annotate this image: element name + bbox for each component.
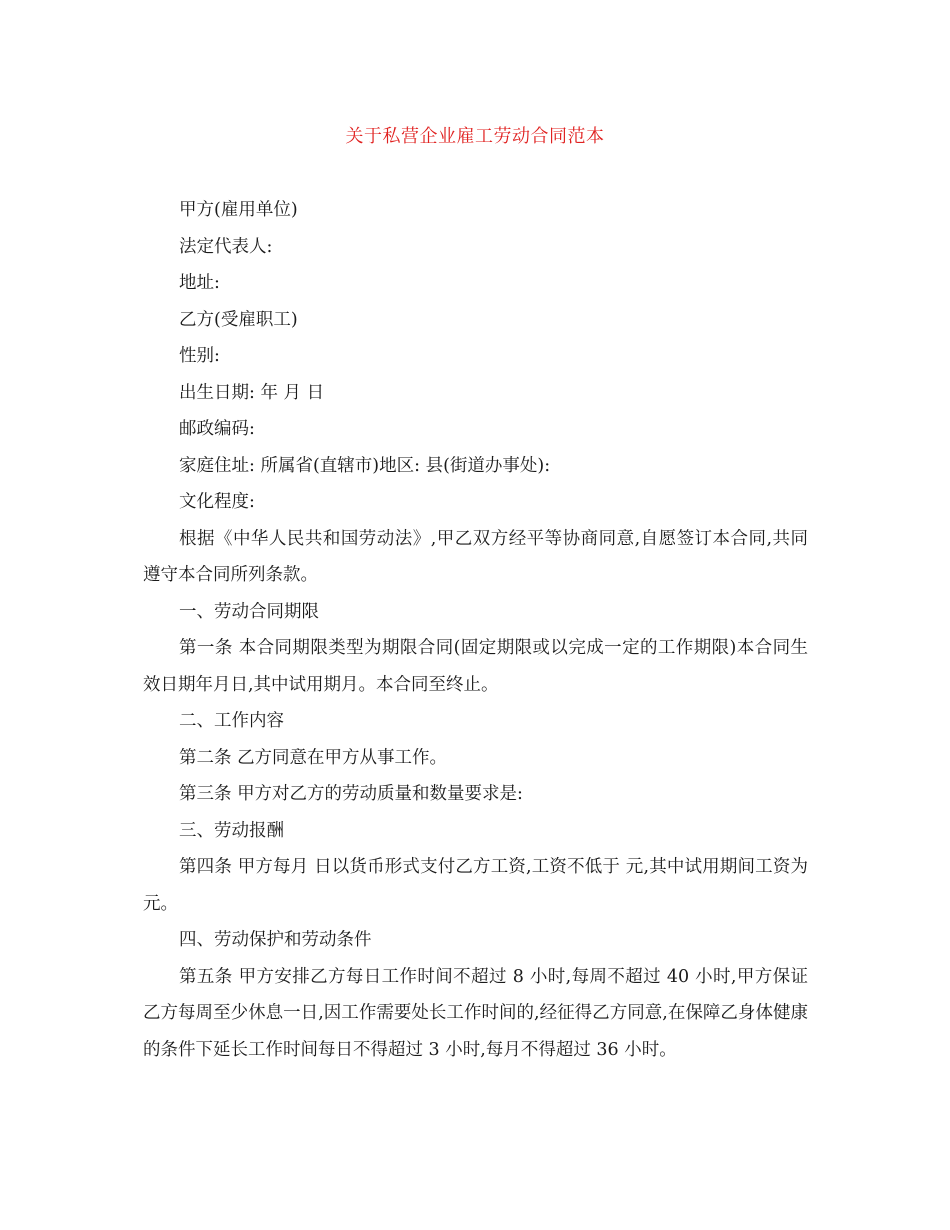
party-b-label: 乙方(受雇职工) — [179, 309, 298, 330]
gender-field: 性别: — [179, 346, 220, 366]
article-5: 第五条 甲方安排乙方每日工作时间不超过 8 小时,每周不超过 40 小时,甲方保证乙方每周至少休息一日,因工作需要处长工作时间的,经征得乙方同意,在保障乙身体健康的条件下延长工作时间每日不得超过 3 小时,每月不得超过 36 小时。 — [143, 966, 808, 1060]
article-1: 第一条 本合同期限类型为期限合同(固定期限或以完成一定的工作期限)本合同生效日期年月日,其中试用期月。本合同至终止。 — [143, 638, 808, 695]
birth-date-field: 出生日期: 年 月 日 — [179, 382, 325, 403]
section-heading-work: 二、工作内容 — [179, 711, 284, 731]
article-2: 第二条 乙方同意在甲方从事工作。 — [179, 747, 448, 768]
party-a-label: 甲方(雇用单位) — [179, 200, 298, 220]
document-body — [143, 192, 808, 1068]
education-field: 文化程度: — [179, 492, 255, 512]
section-heading-term: 一、劳动合同期限 — [179, 601, 319, 622]
section-heading-pay: 三、劳动报酬 — [179, 820, 284, 841]
postal-code-field: 邮政编码: — [179, 419, 255, 439]
preamble-paragraph: 根据《中华人民共和国劳动法》,甲乙双方经平等协商同意,自愿签订本合同,共同遵守本合同所列条款。 — [143, 528, 808, 585]
article-3: 第三条 甲方对乙方的劳动质量和数量要求是: — [179, 784, 523, 804]
document-title: 关于私营企业雇工劳动合同范本 — [345, 126, 605, 147]
address-field: 地址: — [179, 273, 220, 293]
home-address-field: 家庭住址: 所属省(直辖市)地区: 县(街道办事处): — [179, 455, 551, 476]
legal-representative-field: 法定代表人: — [179, 236, 273, 257]
article-4: 第四条 甲方每月 日以货币形式支付乙方工资,工资不低于 元,其中试用期间工资为 元。 — [143, 857, 808, 914]
section-heading-protection: 四、劳动保护和劳动条件 — [179, 930, 372, 950]
